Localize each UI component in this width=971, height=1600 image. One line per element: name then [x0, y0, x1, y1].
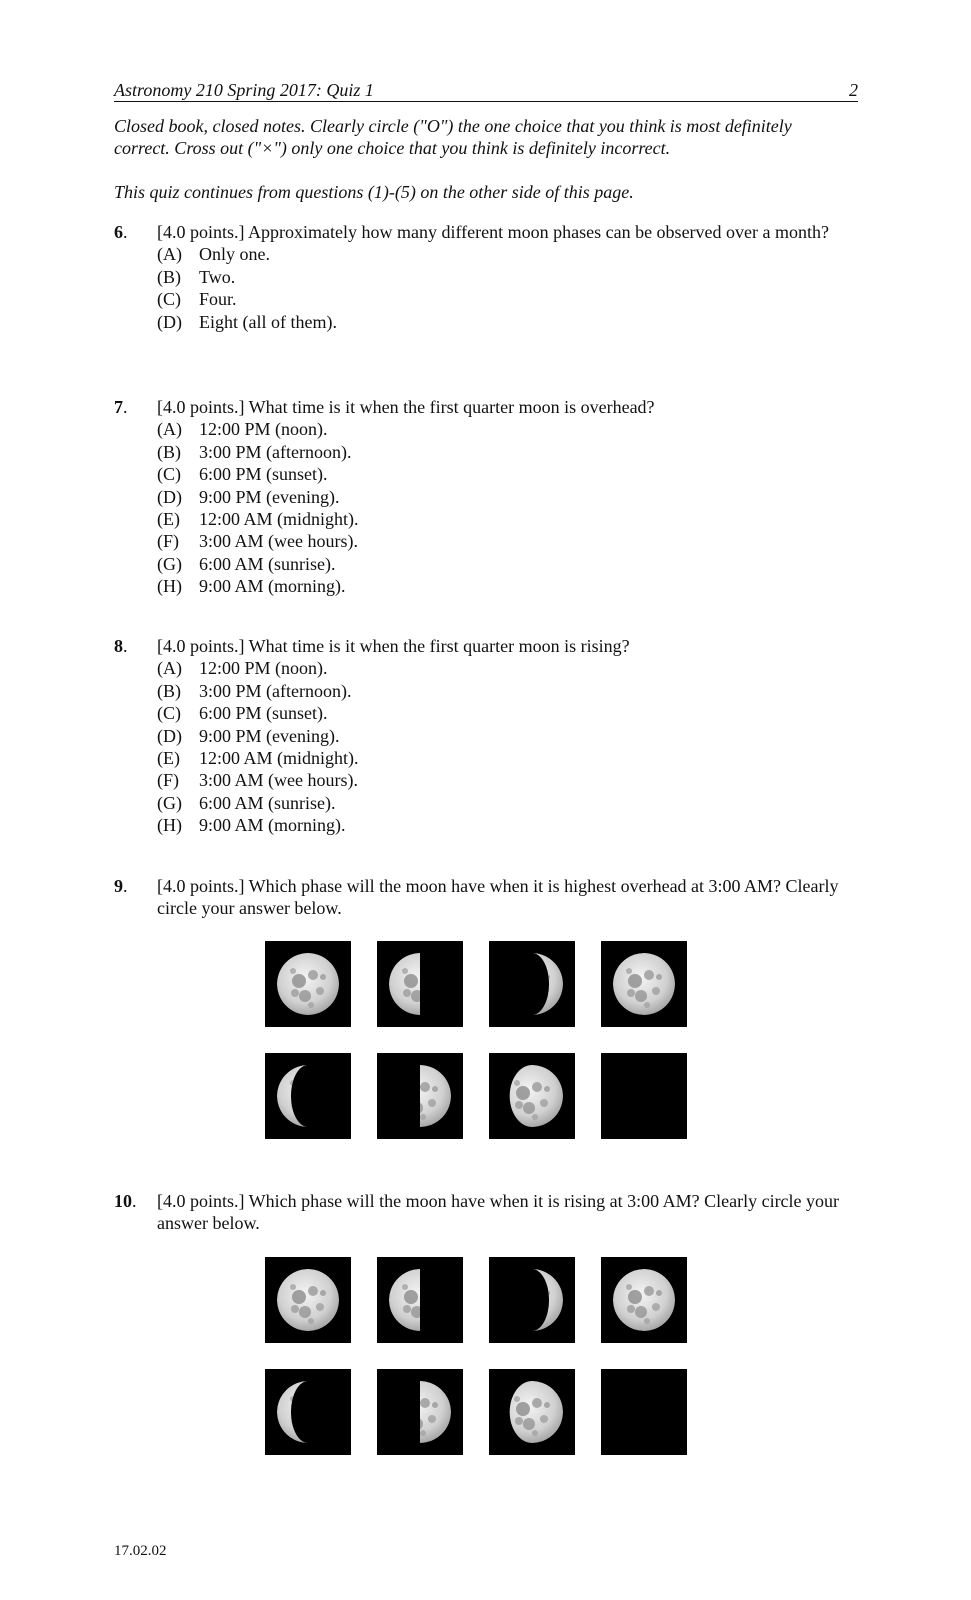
- continuation-note: This quiz continues from questions (1)-(5) on the other side of this page.: [114, 182, 634, 202]
- option-label: (D): [157, 486, 182, 507]
- question-number-value: 6: [114, 222, 123, 242]
- moon-phase-first-quarter[interactable]: [377, 1053, 463, 1139]
- option-label: (A): [157, 419, 182, 440]
- option-g[interactable]: [157, 792, 864, 814]
- option-text: Two.: [199, 266, 236, 287]
- option-e[interactable]: [157, 747, 864, 769]
- option-text: 6:00 PM (sunset).: [199, 703, 328, 724]
- option-text: Eight (all of them).: [199, 311, 337, 332]
- option-d[interactable]: [157, 311, 864, 333]
- question-number-value: 8: [114, 636, 123, 656]
- option-text: 6:00 PM (sunset).: [199, 464, 328, 485]
- question-8: [114, 635, 864, 837]
- moon-phase-waxing-crescent[interactable]: [489, 941, 575, 1027]
- option-text: Four.: [199, 289, 237, 310]
- question-number: 10.: [114, 1191, 137, 1211]
- option-a[interactable]: [157, 243, 864, 265]
- page-header: [114, 79, 858, 102]
- instructions-line-2: correct. Cross out ("×") only one choice that you think is definitely incorrect.: [114, 138, 671, 159]
- option-label: (F): [157, 531, 179, 552]
- question-number-value: 7: [114, 397, 123, 417]
- option-text: 6:00 AM (sunrise).: [199, 792, 336, 813]
- question-number: 6.: [114, 222, 128, 242]
- moon-phase-full[interactable]: [601, 941, 687, 1027]
- option-text: 3:00 PM (afternoon).: [199, 441, 352, 462]
- option-label: (B): [157, 441, 181, 462]
- option-text: Only one.: [199, 244, 270, 265]
- option-label: (C): [157, 703, 181, 724]
- footer-date: 17.02.02: [114, 1543, 167, 1559]
- question-6: [114, 221, 864, 333]
- option-d[interactable]: [157, 725, 864, 747]
- option-text: 12:00 PM (noon).: [199, 419, 328, 440]
- option-text: 6:00 AM (sunrise).: [199, 553, 336, 574]
- option-b[interactable]: [157, 266, 864, 288]
- instructions: [114, 115, 864, 160]
- question-number: 8.: [114, 636, 128, 656]
- option-text: 12:00 AM (midnight).: [199, 747, 359, 768]
- question-text: [4.0 points.] What time is it when the first quarter moon is overhead?: [157, 397, 655, 417]
- moon-phase-third-quarter[interactable]: [377, 1257, 463, 1343]
- option-h[interactable]: [157, 814, 864, 836]
- option-label: (E): [157, 508, 180, 529]
- question-number: 7.: [114, 397, 128, 417]
- option-label: (H): [157, 576, 182, 597]
- question-text: [4.0 points.] Which phase will the moon have when it is highest overhead at 3:00 AM? Clearly circle your answer below.: [157, 876, 839, 919]
- moon-phase-full[interactable]: [601, 1257, 687, 1343]
- moon-phase-waning-crescent[interactable]: [265, 1369, 351, 1455]
- moon-phase-waxing-gibbous[interactable]: [489, 1053, 575, 1139]
- option-f[interactable]: [157, 530, 864, 552]
- question-number: 9.: [114, 876, 128, 896]
- option-text: 9:00 AM (morning).: [199, 576, 346, 597]
- moon-phase-first-quarter[interactable]: [377, 1369, 463, 1455]
- option-a[interactable]: [157, 418, 864, 440]
- option-label: (D): [157, 725, 182, 746]
- option-label: (C): [157, 464, 181, 485]
- question-number-value: 10: [114, 1191, 132, 1211]
- option-label: (B): [157, 266, 181, 287]
- option-e[interactable]: [157, 508, 864, 530]
- option-text: 3:00 AM (wee hours).: [199, 770, 358, 791]
- option-label: (G): [157, 792, 182, 813]
- moon-phase-waxing-gibbous[interactable]: [489, 1369, 575, 1455]
- moon-phase-waning-crescent[interactable]: [265, 1053, 351, 1139]
- option-label: (B): [157, 680, 181, 701]
- moon-phase-full[interactable]: [265, 941, 351, 1027]
- option-text: 9:00 PM (evening).: [199, 725, 340, 746]
- option-b[interactable]: [157, 441, 864, 463]
- instructions-line-1: Closed book, closed notes. Clearly circle ("O") the one choice that you think is most definitely: [114, 116, 792, 136]
- option-text: 12:00 PM (noon).: [199, 658, 328, 679]
- option-label: (A): [157, 244, 182, 265]
- page-number: 2: [849, 80, 858, 100]
- option-label: (H): [157, 815, 182, 836]
- question-text: [4.0 points.] Approximately how many different moon phases can be observed over a month?: [157, 222, 830, 242]
- moon-phase-waxing-crescent[interactable]: [489, 1257, 575, 1343]
- option-text: 9:00 PM (evening).: [199, 486, 340, 507]
- option-label: (A): [157, 658, 182, 679]
- option-b[interactable]: [157, 680, 864, 702]
- option-text: 12:00 AM (midnight).: [199, 508, 359, 529]
- option-label: (C): [157, 289, 181, 310]
- moon-phase-new[interactable]: [601, 1053, 687, 1139]
- option-label: (G): [157, 553, 182, 574]
- option-c[interactable]: [157, 288, 864, 310]
- option-c[interactable]: [157, 463, 864, 485]
- option-g[interactable]: [157, 553, 864, 575]
- question-7: [114, 396, 864, 598]
- option-text: 3:00 PM (afternoon).: [199, 680, 352, 701]
- option-label: (E): [157, 747, 180, 768]
- option-c[interactable]: [157, 702, 864, 724]
- option-d[interactable]: [157, 486, 864, 508]
- question-9: [114, 875, 864, 920]
- moon-phase-third-quarter[interactable]: [377, 941, 463, 1027]
- moon-phase-new[interactable]: [601, 1369, 687, 1455]
- option-label: (D): [157, 311, 182, 332]
- course-title: Astronomy 210 Spring 2017: Quiz 1: [114, 80, 374, 100]
- moon-phase-full[interactable]: [265, 1257, 351, 1343]
- option-h[interactable]: [157, 575, 864, 597]
- question-number-value: 9: [114, 876, 123, 896]
- option-text: 3:00 AM (wee hours).: [199, 531, 358, 552]
- option-text: 9:00 AM (morning).: [199, 815, 346, 836]
- question-text: [4.0 points.] Which phase will the moon have when it is rising at 3:00 AM? Clearly circle your answer below.: [157, 1191, 840, 1234]
- option-a[interactable]: [157, 657, 864, 679]
- question-text: [4.0 points.] What time is it when the first quarter moon is rising?: [157, 636, 630, 656]
- question-10: [114, 1190, 864, 1235]
- option-label: (F): [157, 770, 179, 791]
- option-f[interactable]: [157, 769, 864, 791]
